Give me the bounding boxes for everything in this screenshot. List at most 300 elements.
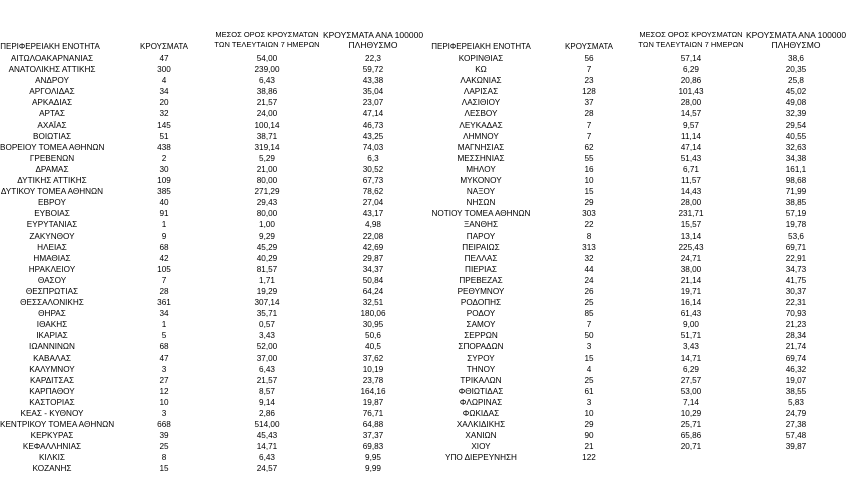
header-per100k-right [740,30,852,50]
per100k-cell: 30,37 [785,286,807,296]
table-row [0,441,430,452]
table-row [0,131,430,142]
table-row [428,97,852,108]
per100k-cell: 64,24 [362,286,384,296]
table-row [428,364,852,375]
table-row [428,153,852,164]
table-row [428,120,852,131]
header-per100k-line2: ΠΛΗΘΥΣΜΟ [771,40,821,50]
avg-cell: 100,14 [254,120,280,130]
table-row [428,308,852,319]
table-row [428,330,852,341]
cases-cell: 313 [582,242,596,252]
per100k-cell: 98,68 [785,176,807,186]
table-row [0,175,430,186]
cases-cell: 15 [584,187,594,197]
per100k-cell: 23,07 [362,98,384,108]
per100k-cell: 43,17 [362,209,384,219]
avg-cell: 80,00 [256,209,278,219]
region-cell: ΣΠΟΡΑΔΩΝ [458,342,504,352]
table-row [0,308,430,319]
cases-cell: 128 [582,87,596,97]
region-cell: ΕΥΒΟΙΑΣ [34,209,70,219]
per100k-cell: 40,5 [365,342,381,352]
cases-cell: 47 [159,353,169,363]
cases-cell: 8 [161,453,167,463]
table-row [0,197,430,208]
region-cell: ΗΡΑΚΛΕΙΟΥ [28,264,76,274]
region-cell: ΚΑΒΑΛΑΣ [33,353,71,363]
cases-cell: 68 [159,242,169,252]
avg-cell: 27,57 [680,375,702,385]
table-row [0,408,430,419]
per100k-cell: 9,95 [365,453,381,463]
avg-cell: 52,00 [256,342,278,352]
region-cell: ΕΥΡΥΤΑΝΙΑΣ [26,220,78,230]
cases-cell: 122 [582,453,596,463]
per100k-cell: 47,14 [362,109,384,119]
per100k-cell: 38,6 [788,54,804,63]
avg-cell: 37,00 [256,353,278,363]
table-row [0,275,430,286]
region-cell: ΠΕΙΡΑΙΩΣ [462,242,500,252]
cases-cell: 56 [584,54,594,63]
cases-cell: 12 [159,386,169,396]
table-row [0,419,430,430]
cases-cell: 44 [584,264,594,274]
avg-cell: 6,71 [683,164,699,174]
avg-cell: 14,43 [680,187,702,197]
table-row [0,341,430,352]
cases-cell: 25 [159,442,169,452]
cases-cell: 50 [584,331,594,341]
avg-cell: 10,29 [680,409,702,418]
cases-cell: 3 [161,364,167,374]
cases-cell: 5 [161,331,167,341]
table-row [0,219,430,230]
per100k-cell: 161,1 [785,164,807,174]
region-cell: ΡΕΘΥΜΝΟΥ [457,286,505,296]
table-row [0,108,430,119]
avg-cell: 319,14 [254,142,280,152]
table-row [0,297,430,308]
per100k-cell: 39,87 [785,442,807,452]
cases-cell: 55 [584,153,594,163]
region-cell: ΘΕΣΠΡΩΤΙΑΣ [25,286,79,296]
table-row [0,286,430,297]
left-table-body [0,53,430,475]
cases-cell: 20 [159,98,169,108]
table-row [428,175,852,186]
table-row [428,408,852,419]
cases-cell: 385 [157,187,171,197]
table-row [0,330,430,341]
table-row [428,231,852,242]
avg-cell: 15,57 [680,220,702,230]
table-row [0,397,430,408]
table-row [428,86,852,97]
right-table-body [428,53,852,463]
per100k-cell: 32,39 [785,109,807,119]
per100k-cell: 43,25 [362,131,384,141]
avg-cell: 20,86 [680,76,702,86]
header-per100k-line2: ΠΛΗΘΥΣΜΟ [348,40,398,50]
avg-cell: 225,43 [678,242,704,252]
per100k-cell: 57,19 [785,209,807,219]
table-row [428,242,852,253]
avg-cell: 514,00 [254,420,280,430]
cases-cell: 300 [157,65,171,75]
per100k-cell: 69,71 [785,242,807,252]
cases-cell: 28 [584,109,594,119]
cases-cell: 9 [161,231,167,241]
region-cell: ΙΚΑΡΙΑΣ [36,331,68,341]
avg-cell: 0,57 [259,320,275,330]
cases-cell: 8 [586,231,592,241]
cases-cell: 10 [584,176,594,186]
avg-cell: 6,29 [683,65,699,75]
per100k-cell: 76,71 [362,409,384,418]
region-cell: ΜΑΓΝΗΣΙΑΣ [457,142,505,152]
avg-cell: 6,43 [259,453,275,463]
cases-cell: 42 [159,253,169,263]
table-row [0,75,430,86]
table-row [0,64,430,75]
region-cell: ΝΑΞΟΥ [466,187,496,197]
table-row [428,53,852,64]
region-cell: ΦΩΚΙΔΑΣ [462,409,500,418]
cases-cell: 30 [159,164,169,174]
per100k-cell: 64,88 [362,420,384,430]
region-cell: ΚΑΡΔΙΤΣΑΣ [29,375,75,385]
cases-cell: 34 [159,309,169,319]
avg-cell: 81,57 [256,264,278,274]
cases-cell: 105 [157,264,171,274]
cases-cell: 4 [586,364,592,374]
avg-cell: 6,43 [259,76,275,86]
table-row [428,441,852,452]
per100k-cell: 45,02 [785,87,807,97]
avg-cell: 35,71 [256,309,278,319]
avg-cell: 80,00 [256,176,278,186]
cases-cell: 61 [584,386,594,396]
cases-cell: 51 [159,131,169,141]
table-row [0,463,430,474]
cases-cell: 1 [161,320,167,330]
region-cell: ΧΑΝΙΩΝ [465,431,497,441]
table-row [428,386,852,397]
cases-cell: 145 [157,120,171,130]
per100k-cell: 46,32 [785,364,807,374]
cases-cell: 26 [584,286,594,296]
table-row [428,208,852,219]
table-row [428,108,852,119]
region-cell: ΘΕΣΣΑΛΟΝΙΚΗΣ [20,298,84,308]
cases-cell: 438 [157,142,171,152]
avg-cell: 19,29 [256,286,278,296]
avg-cell: 61,43 [680,309,702,319]
per100k-cell: 27,38 [785,420,807,430]
per100k-cell: 22,3 [365,54,381,63]
region-cell: ΔΡΑΜΑΣ [35,164,69,174]
avg-cell: 51,43 [680,153,702,163]
table-row [428,64,852,75]
per100k-cell: 19,87 [362,397,384,407]
cases-cell: 7 [586,65,592,75]
cases-cell: 7 [586,131,592,141]
cases-cell: 7 [586,120,592,130]
avg-cell: 14,57 [680,109,702,119]
table-row [428,197,852,208]
region-cell: ΕΒΡΟΥ [38,198,66,208]
region-cell: ΒΟΙΩΤΙΑΣ [32,131,72,141]
avg-cell: 6,29 [683,364,699,374]
cases-cell: 109 [157,176,171,186]
per100k-cell: 46,73 [362,120,384,130]
avg-cell: 239,00 [254,65,280,75]
per100k-cell: 37,62 [362,353,384,363]
avg-cell: 24,57 [256,464,278,474]
avg-cell: 51,71 [680,331,702,341]
avg-cell: 3,43 [259,331,275,341]
table-row [0,242,430,253]
region-cell: ΚΑΡΠΑΘΟΥ [29,386,75,396]
region-cell: ΚΟΡΙΝΘΙΑΣ [458,54,504,63]
region-cell: ΣΥΡΟΥ [467,353,495,363]
per100k-cell: 41,75 [785,275,807,285]
avg-cell: 40,29 [256,253,278,263]
table-row [0,364,430,375]
region-cell: ΣΕΡΡΩΝ [464,331,498,341]
region-cell: ΛΑΚΩΝΙΑΣ [460,76,502,86]
per100k-cell: 21,74 [785,342,807,352]
region-cell: ΣΑΜΟΥ [466,320,496,330]
cases-cell: 24 [584,275,594,285]
cases-cell: 91 [159,209,169,219]
avg-cell: 11,14 [681,131,701,141]
per100k-cell: 57,48 [785,431,807,441]
table-row [428,419,852,430]
cases-cell: 29 [584,198,594,208]
table-row [428,219,852,230]
region-cell: ΚΕΡΚΥΡΑΣ [30,431,74,441]
table-row [428,275,852,286]
region-cell: ΖΑΚΥΝΘΟΥ [29,231,75,241]
avg-cell: 28,00 [680,98,702,108]
region-cell: ΗΜΑΘΙΑΣ [33,253,71,263]
cases-cell: 90 [584,431,594,441]
per100k-cell: 25,8 [788,76,804,86]
region-cell: ΜΕΣΣΗΝΙΑΣ [457,153,505,163]
region-cell: ΠΡΕΒΕΖΑΣ [459,275,503,285]
region-cell: ΧΑΛΚΙΔΙΚΗΣ [456,420,506,430]
avg-cell: 1,00 [259,220,275,230]
avg-cell: 38,00 [680,264,702,274]
avg-cell: 54,00 [256,54,278,63]
per100k-cell: 19,07 [785,375,807,385]
cases-cell: 3 [586,342,592,352]
region-cell: ΙΩΑΝΝΙΝΩΝ [29,342,75,352]
avg-cell: 38,86 [256,87,278,97]
per100k-cell: 30,52 [362,164,384,174]
avg-cell: 65,86 [680,431,702,441]
per100k-cell: 180,06 [360,309,386,319]
table-row [428,164,852,175]
region-cell: ΚΕΦΑΛΛΗΝΙΑΣ [22,442,82,452]
per100k-cell: 67,73 [362,176,384,186]
header-per100k-line1: ΚΡΟΥΣΜΑΤΑ ΑΝΑ 100000 [745,30,847,40]
region-cell: ΑΝΔΡΟΥ [35,76,69,86]
per100k-cell: 21,23 [785,320,807,330]
header-avg-right [636,30,746,50]
avg-cell: 24,00 [256,109,278,119]
avg-cell: 21,00 [256,164,278,174]
per100k-cell: 40,55 [785,131,807,141]
cases-cell: 32 [159,109,169,119]
table-row [0,53,430,64]
per100k-cell: 50,84 [362,275,384,285]
cases-cell: 15 [584,353,594,363]
region-cell: ΔΥΤΙΚΟΥ ΤΟΜΕΑ ΑΘΗΝΩΝ [0,187,104,197]
per100k-cell: 34,37 [362,264,384,274]
region-cell: ΑΙΤΩΛΟΑΚΑΡΝΑΝΙΑΣ [10,54,94,63]
per100k-cell: 43,38 [362,76,384,86]
per100k-cell: 69,74 [785,353,807,363]
table-row [428,375,852,386]
table-row [428,430,852,441]
region-cell: ΛΑΣΙΘΙΟΥ [461,98,501,108]
header-avg-line1: ΜΕΣΟΣ ΟΡΟΣ ΚΡΟΥΣΜΑΤΩΝ [639,30,743,39]
avg-cell: 1,71 [259,275,275,285]
per100k-cell: 38,55 [785,386,807,396]
per100k-cell: 74,03 [362,142,384,152]
region-cell: ΛΗΜΝΟΥ [463,131,499,141]
cases-cell: 25 [584,375,594,385]
table-row [0,253,430,264]
table-row [428,297,852,308]
region-cell: ΠΕΛΛΑΣ [464,253,498,263]
header-cases-left: ΚΡΟΥΣΜΑΤΑ [140,42,188,51]
region-cell: ΤΗΝΟΥ [466,364,496,374]
per100k-cell: 53,6 [788,231,804,241]
per100k-cell: 9,99 [365,464,381,474]
avg-cell: 29,43 [256,198,278,208]
table-row [0,452,430,463]
header-cases-right: ΚΡΟΥΣΜΑΤΑ [565,42,613,51]
avg-cell: 9,14 [259,397,275,407]
avg-cell: 21,57 [256,375,278,385]
cases-cell: 303 [582,209,596,219]
per100k-cell: 34,38 [785,153,807,163]
cases-cell: 29 [584,420,594,430]
per100k-cell: 59,72 [362,65,384,75]
region-cell: ΜΥΚΟΝΟΥ [460,176,502,186]
avg-cell: 8,57 [259,386,275,396]
avg-cell: 21,57 [256,98,278,108]
region-cell: ΚΕΑΣ - ΚΥΘΝΟΥ [20,409,84,418]
cases-cell: 7 [161,275,167,285]
cases-cell: 4 [161,76,167,86]
avg-cell: 307,14 [254,298,280,308]
header-avg-line2: ΤΩΝ ΤΕΛΕΥΤΑΙΩΝ 7 ΗΜΕΡΩΝ [638,40,744,49]
header-avg-left [212,30,322,50]
region-cell: ΞΑΝΘΗΣ [463,220,499,230]
table-row [428,131,852,142]
header-per100k-line1: ΚΡΟΥΣΜΑΤΑ ΑΝΑ 100000 [322,30,424,40]
region-cell: ΘΑΣΟΥ [37,275,67,285]
avg-cell: 2,86 [259,409,275,418]
cases-cell: 3 [586,397,592,407]
avg-cell: 9,29 [259,231,275,241]
table-row [428,341,852,352]
per100k-cell: 4,98 [365,220,381,230]
avg-cell: 45,29 [256,242,278,252]
per100k-cell: 22,31 [785,298,807,308]
avg-cell: 45,43 [256,431,278,441]
table-row [0,386,430,397]
avg-cell: 14,71 [256,442,278,452]
per100k-cell: 22,08 [362,231,384,241]
region-cell: ΑΡΓΟΛΙΔΑΣ [29,87,75,97]
per100k-cell: 34,73 [785,264,807,274]
region-cell: ΠΑΡΟΥ [466,231,496,241]
cases-cell: 15 [159,464,169,474]
region-cell: ΒΟΡΕΙΟΥ ΤΟΜΕΑ ΑΘΗΝΩΝ [0,142,105,152]
cases-cell: 34 [159,87,169,97]
region-cell: ΧΙΟΥ [471,442,491,452]
per100k-cell: 32,51 [362,298,384,308]
per100k-cell: 71,99 [785,187,807,197]
cases-cell: 40 [159,198,169,208]
cases-cell: 2 [161,153,167,163]
region-cell: ΛΕΥΚΑΔΑΣ [459,120,503,130]
table-row [428,319,852,330]
avg-cell: 25,71 [680,420,702,430]
table-row [428,353,852,364]
per100k-cell: 42,69 [362,242,384,252]
avg-cell: 6,43 [259,364,275,374]
avg-cell: 57,14 [680,54,702,63]
cases-cell: 361 [157,298,171,308]
header-avg-line2: ΤΩΝ ΤΕΛΕΥΤΑΙΩΝ 7 ΗΜΕΡΩΝ [214,40,320,49]
avg-cell: 28,00 [680,198,702,208]
per100k-cell: 35,04 [362,87,384,97]
region-cell: ΚΑΣΤΟΡΙΑΣ [29,397,75,407]
avg-cell: 24,71 [680,253,702,263]
table-row [0,86,430,97]
avg-cell: 47,14 [680,142,702,152]
per100k-cell: 10,19 [362,364,384,374]
per100k-cell: 6,3 [367,153,379,163]
table-row [428,253,852,264]
cases-cell: 27 [159,375,169,385]
avg-cell: 53,00 [680,386,702,396]
per100k-cell: 49,08 [785,98,807,108]
table-row [0,142,430,153]
per100k-cell: 19,78 [785,220,807,230]
avg-cell: 20,71 [680,442,702,452]
table-row [428,75,852,86]
per100k-cell: 78,62 [362,187,384,197]
region-cell: ΡΟΔΟΠΗΣ [460,298,502,308]
table-row [428,186,852,197]
table-row [428,286,852,297]
region-cell: ΚΕΝΤΡΙΚΟΥ ΤΟΜΕΑ ΑΘΗΝΩΝ [0,420,115,430]
per100k-cell: 27,04 [362,198,384,208]
table-row [0,208,430,219]
avg-cell: 9,00 [683,320,699,330]
per100k-cell: 37,37 [362,431,384,441]
